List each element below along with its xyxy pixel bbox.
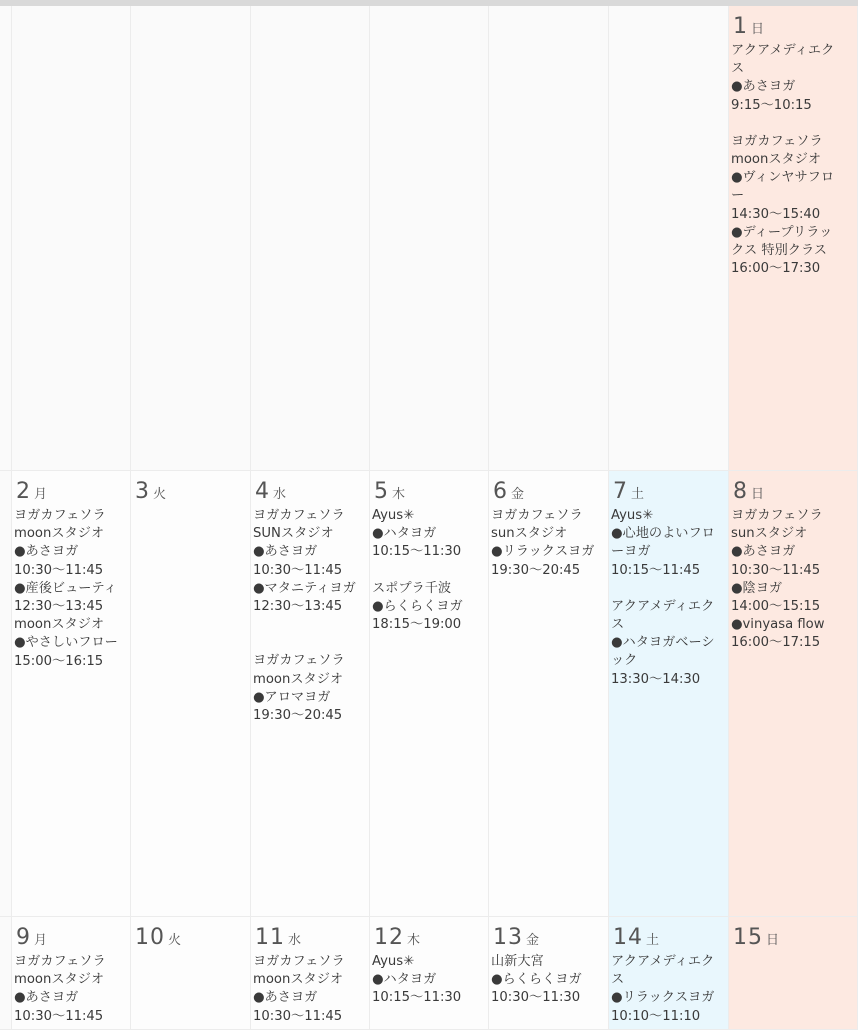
event-line: ス (611, 972, 625, 988)
day-number: 6 (493, 479, 508, 504)
day-header (255, 479, 286, 504)
event-line: 10:30〜11:30 (491, 990, 581, 1006)
day-header (613, 479, 644, 504)
event-list (731, 507, 857, 671)
calendar-empty-cell (251, 6, 370, 471)
calendar-day-cell[interactable] (489, 471, 609, 917)
calendar-empty-cell (131, 6, 251, 471)
event-line: ヨガカフェソラ (731, 508, 823, 523)
event-block[interactable] (611, 953, 728, 1026)
calendar-day-cell[interactable] (131, 471, 251, 917)
calendar-empty-cell (609, 6, 729, 471)
event-list (491, 507, 608, 598)
event-line: ス (731, 61, 745, 77)
calendar-edge-strip (0, 917, 12, 1030)
event-line: ●らくらくヨガ (372, 598, 463, 614)
event-line: 13:30〜14:30 (611, 671, 701, 687)
day-of-week: 月 (34, 487, 48, 502)
calendar-day-cell[interactable] (12, 917, 131, 1030)
calendar-day-cell[interactable] (729, 6, 858, 471)
day-number: 2 (16, 479, 31, 504)
event-block[interactable] (491, 953, 608, 1008)
event-line: ●マタニティヨガ (253, 580, 356, 596)
event-list (14, 953, 130, 1030)
event-line: ヨガカフェソラ (253, 954, 345, 969)
event-line: ヨガカフェソラ (14, 954, 106, 969)
day-header (135, 925, 181, 950)
day-header (733, 479, 764, 504)
day-of-week: 木 (392, 487, 406, 502)
event-line: ヨガカフェソラ (731, 133, 823, 149)
event-line: ●産後ビューティ (14, 580, 117, 596)
event-block[interactable] (731, 133, 857, 279)
calendar-empty-cell (12, 6, 131, 471)
event-block[interactable] (253, 507, 369, 634)
day-number: 12 (374, 925, 404, 950)
calendar-day-cell[interactable] (251, 917, 370, 1030)
event-line (253, 616, 369, 634)
event-line: sunスタジオ (731, 526, 808, 542)
day-of-week: 月 (34, 933, 48, 948)
calendar-edge-strip (0, 471, 12, 917)
event-block[interactable] (731, 507, 857, 653)
calendar-day-cell[interactable] (729, 471, 858, 917)
calendar-day-cell[interactable] (12, 471, 131, 917)
event-line: ●心地のよいフロ (611, 526, 715, 542)
day-number: 10 (135, 925, 165, 950)
calendar-day-cell[interactable] (131, 917, 251, 1030)
day-of-week: 日 (751, 22, 765, 37)
event-line: moonスタジオ (731, 152, 822, 168)
event-line: ●あさヨガ (731, 544, 796, 560)
event-line: SUNスタジオ (253, 526, 334, 542)
event-line: ●ハタヨガ (372, 526, 437, 542)
event-line: ●アロマヨガ (253, 689, 331, 705)
event-line: ●リラックスヨガ (611, 990, 715, 1006)
event-line: 15:00〜16:15 (14, 653, 104, 669)
event-line: Ayus✳︎ (372, 508, 415, 523)
event-line: 10:30〜11:45 (14, 562, 104, 578)
event-list (372, 953, 488, 1026)
event-line: ー (731, 188, 745, 204)
event-line: クス 特別クラス (731, 243, 827, 259)
day-header (613, 925, 659, 950)
event-line: 10:30〜11:45 (253, 562, 343, 578)
event-line: 10:10〜11:10 (611, 1008, 701, 1024)
day-number: 8 (733, 479, 748, 504)
day-number: 3 (135, 479, 150, 504)
day-header (493, 479, 524, 504)
event-line: ●vinyasa flow (731, 617, 825, 633)
day-header (374, 479, 405, 504)
day-number: 15 (733, 925, 763, 950)
event-line: 9:15〜10:15 (731, 97, 812, 113)
event-line: アクアメディエク (611, 598, 715, 614)
event-line: ●陰ヨガ (731, 580, 783, 596)
event-line: moonスタジオ (14, 617, 105, 633)
event-line: moonスタジオ (14, 972, 105, 988)
event-line: 12:30〜13:45 (14, 599, 104, 615)
event-list (253, 507, 369, 743)
day-header (733, 14, 764, 39)
event-line: アクアメディエク (731, 43, 835, 58)
day-header (493, 925, 539, 950)
event-block[interactable] (14, 953, 130, 1026)
event-line: moonスタジオ (253, 972, 344, 988)
event-line: moonスタジオ (253, 671, 344, 687)
day-number: 9 (16, 925, 31, 950)
day-number: 13 (493, 925, 523, 950)
day-header (255, 925, 301, 950)
day-of-week: 金 (511, 487, 525, 502)
day-number: 7 (613, 479, 628, 504)
event-line: ●ハタヨガ (372, 972, 437, 988)
event-line: ヨガカフェソラ (491, 508, 583, 523)
event-block[interactable] (491, 507, 608, 580)
day-of-week: 火 (153, 487, 167, 502)
calendar-day-cell[interactable] (609, 471, 729, 917)
event-line: ス (611, 617, 625, 633)
event-line: ●あさヨガ (731, 79, 796, 95)
event-line: 10:30〜11:45 (731, 562, 821, 578)
calendar-empty-cell (489, 6, 609, 471)
event-line: ヨガカフェソラ (253, 653, 345, 669)
event-line: 19:30〜20:45 (253, 708, 343, 724)
event-block[interactable] (253, 953, 369, 1026)
event-line: 14:30〜15:40 (731, 206, 821, 222)
day-header (374, 925, 420, 950)
calendar-day-cell[interactable] (370, 917, 489, 1030)
event-line: ●リラックスヨガ (491, 544, 595, 560)
day-of-week: 土 (631, 487, 645, 502)
calendar-day-cell[interactable] (489, 917, 609, 1030)
day-header (16, 925, 47, 950)
event-block[interactable] (372, 580, 488, 635)
day-of-week: 木 (407, 933, 421, 948)
event-list (611, 953, 728, 1030)
event-line: アクアメディエク (611, 954, 715, 969)
event-line: 19:30〜20:45 (491, 562, 581, 578)
event-line: sunスタジオ (491, 526, 568, 542)
event-block[interactable] (611, 507, 728, 580)
day-of-week: 水 (288, 933, 302, 948)
day-number: 14 (613, 925, 643, 950)
event-block[interactable] (14, 507, 130, 671)
calendar-edge-strip (0, 6, 12, 471)
day-number: 5 (374, 479, 389, 504)
event-line: 14:00〜15:15 (731, 599, 821, 615)
event-block[interactable] (611, 598, 728, 689)
event-line: ●ヴィンヤサフロ (731, 170, 835, 186)
event-line: ●ディープリラッ (731, 224, 833, 240)
event-line: Ayus✳︎ (372, 954, 415, 969)
event-list (611, 507, 728, 707)
event-line: スポプラ千波 (372, 580, 452, 596)
event-line: 山新大宮 (491, 954, 544, 969)
day-header (135, 479, 166, 504)
event-line: moonスタジオ (14, 526, 105, 542)
event-line: ック (611, 653, 638, 669)
calendar-day-cell[interactable] (251, 471, 370, 917)
event-line: ●やさしいフロー (14, 635, 118, 651)
event-block[interactable] (253, 652, 369, 725)
calendar-empty-cell (370, 6, 489, 471)
event-line: 16:00〜17:30 (731, 261, 821, 277)
event-line: ●あさヨガ (14, 990, 79, 1006)
event-line: ●ハタヨガベーシ (611, 635, 715, 651)
day-of-week: 火 (168, 933, 182, 948)
event-line: ●あさヨガ (253, 544, 318, 560)
day-of-week: 日 (766, 933, 780, 948)
event-line: Ayus✳︎ (611, 508, 654, 523)
calendar-day-cell[interactable] (609, 917, 729, 1030)
event-line: 16:00〜17:15 (731, 635, 821, 651)
event-line: 10:15〜11:45 (611, 562, 701, 578)
event-line: 12:30〜13:45 (253, 599, 343, 615)
event-block[interactable] (372, 953, 488, 1008)
event-line: ●あさヨガ (14, 544, 79, 560)
day-header (16, 479, 47, 504)
day-number: 1 (733, 14, 748, 39)
calendar-day-cell[interactable] (370, 471, 489, 917)
event-line: ヨガカフェソラ (14, 508, 106, 523)
calendar-day-cell[interactable] (729, 917, 858, 1030)
event-list (253, 953, 369, 1030)
event-block[interactable] (372, 507, 488, 562)
event-line: ●あさヨガ (253, 990, 318, 1006)
event-line: 18:15〜19:00 (372, 617, 462, 633)
event-list (14, 507, 130, 689)
day-of-week: 日 (751, 487, 765, 502)
day-number: 4 (255, 479, 270, 504)
event-line: ●らくらくヨガ (491, 972, 582, 988)
event-line: 10:15〜11:30 (372, 990, 462, 1006)
event-list (491, 953, 608, 1026)
day-of-week: 水 (273, 487, 287, 502)
event-line: 10:30〜11:45 (14, 1008, 104, 1024)
event-line: ヨガカフェソラ (253, 508, 345, 523)
day-of-week: 土 (646, 933, 660, 948)
event-block[interactable] (731, 42, 857, 115)
calendar-grid (0, 6, 858, 1024)
event-list (731, 42, 857, 296)
day-number: 11 (255, 925, 285, 950)
day-header (733, 925, 779, 950)
event-line: 10:15〜11:30 (372, 544, 462, 560)
event-list (372, 507, 488, 652)
event-line: 10:30〜11:45 (253, 1008, 343, 1024)
event-line: ーヨガ (611, 544, 651, 560)
day-of-week: 金 (526, 933, 540, 948)
